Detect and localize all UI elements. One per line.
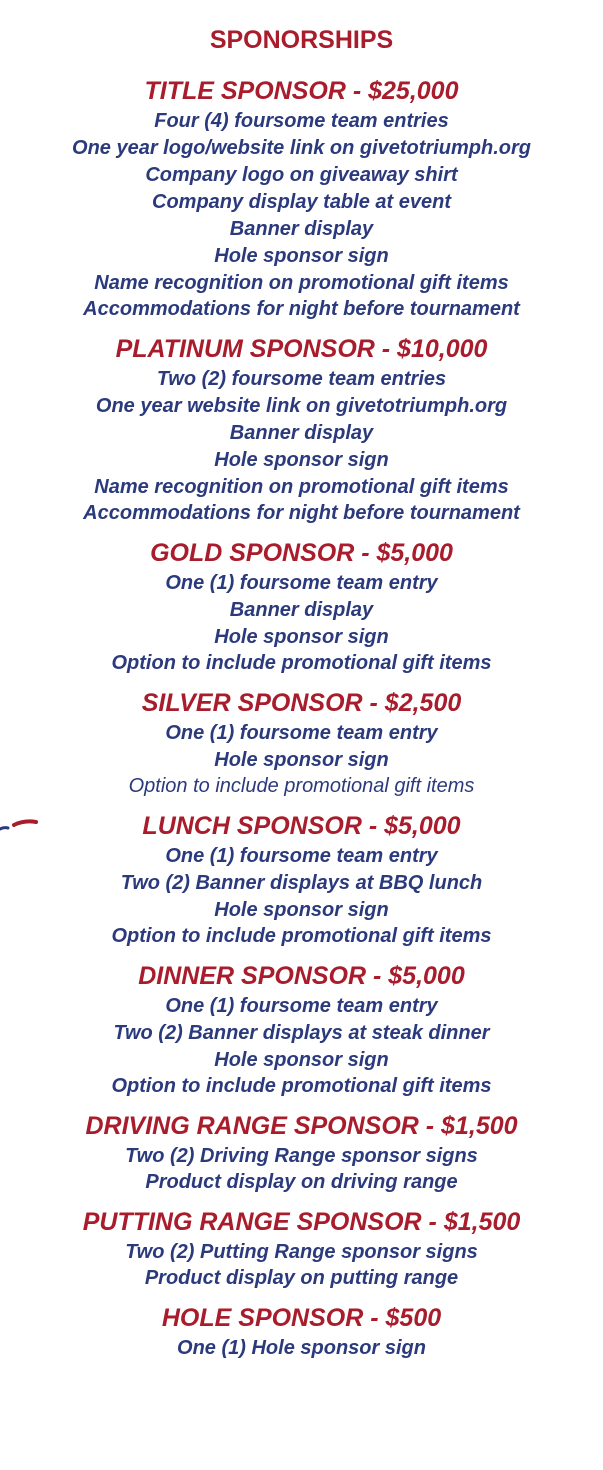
benefit-item: Company logo on giveaway shirt [145,164,458,186]
tier-heading: LUNCH SPONSOR - $5,000 [142,812,461,840]
benefit-item: Name recognition on promotional gift items [94,476,509,498]
tier-heading: TITLE SPONSOR - $25,000 [144,77,459,105]
benefit-item: Two (2) Banner displays at BBQ lunch [120,872,483,894]
benefit-item: One year logo/website link on givetotriumph.org [72,137,531,159]
tier-heading: PUTTING RANGE SPONSOR - $1,500 [82,1208,521,1236]
benefit-item: Banner display [229,599,374,621]
tier-heading: PLATINUM SPONSOR - $10,000 [115,335,488,363]
sponsor-tier [0,332,603,525]
sponsor-tier [0,1205,603,1290]
benefit-item: Hole sponsor sign [214,1049,389,1071]
benefit-item: Accommodations for night before tournament [83,502,520,524]
benefit-item: Banner display [229,422,374,444]
benefit-item: Banner display [229,218,374,240]
benefit-item: Hole sponsor sign [214,245,389,267]
sponsor-tier [0,74,603,321]
sponsor-tier [0,536,603,675]
sponsorship-list [0,74,603,1373]
tier-heading: GOLD SPONSOR - $5,000 [150,539,453,567]
tier-heading: SILVER SPONSOR - $2,500 [141,689,462,717]
benefit-item: Two (2) Banner displays at steak dinner [113,1022,490,1044]
benefit-item: Hole sponsor sign [214,449,389,471]
benefit-item: One (1) foursome team entry [165,845,438,867]
benefit-item: Company display table at event [152,191,451,213]
benefit-item: Accommodations for night before tournament [83,298,520,320]
sponsor-tier [0,1109,603,1194]
benefit-item: Four (4) foursome team entries [154,110,449,132]
benefit-item: Hole sponsor sign [214,749,389,771]
benefit-item: Option to include promotional gift items [111,1075,492,1097]
sponsor-tier [0,959,603,1098]
benefit-item: Hole sponsor sign [214,899,389,921]
sponsor-tier [0,809,603,948]
sponsor-tier [0,686,603,798]
tier-heading: DINNER SPONSOR - $5,000 [138,962,465,990]
benefit-item: Name recognition on promotional gift items [94,272,509,294]
benefit-item: Option to include promotional gift items [111,652,492,674]
benefit-item: One (1) Hole sponsor sign [177,1337,426,1359]
benefit-item: Option to include promotional gift items [128,775,475,797]
benefit-item: Product display on putting range [144,1267,459,1289]
benefit-item: One (1) foursome team entry [165,572,438,594]
tier-heading: DRIVING RANGE SPONSOR - $1,500 [85,1112,518,1140]
benefit-item: Product display on driving range [145,1171,458,1193]
benefit-item: Hole sponsor sign [214,626,389,648]
benefit-item: Two (2) Driving Range sponsor signs [125,1145,478,1167]
benefit-item: Option to include promotional gift items [111,925,492,947]
page-title: SPONORSHIPS [209,26,394,54]
benefit-item: One (1) foursome team entry [165,995,438,1017]
benefit-item: Two (2) foursome team entries [156,368,447,390]
benefit-item: One year website link on givetotriumph.org [95,395,508,417]
benefit-item: One (1) foursome team entry [165,722,438,744]
brush-stroke-decoration [0,817,42,833]
benefit-item: Two (2) Putting Range sponsor signs [125,1241,478,1263]
tier-heading: HOLE SPONSOR - $500 [161,1304,442,1332]
sponsor-tier [0,1301,603,1362]
